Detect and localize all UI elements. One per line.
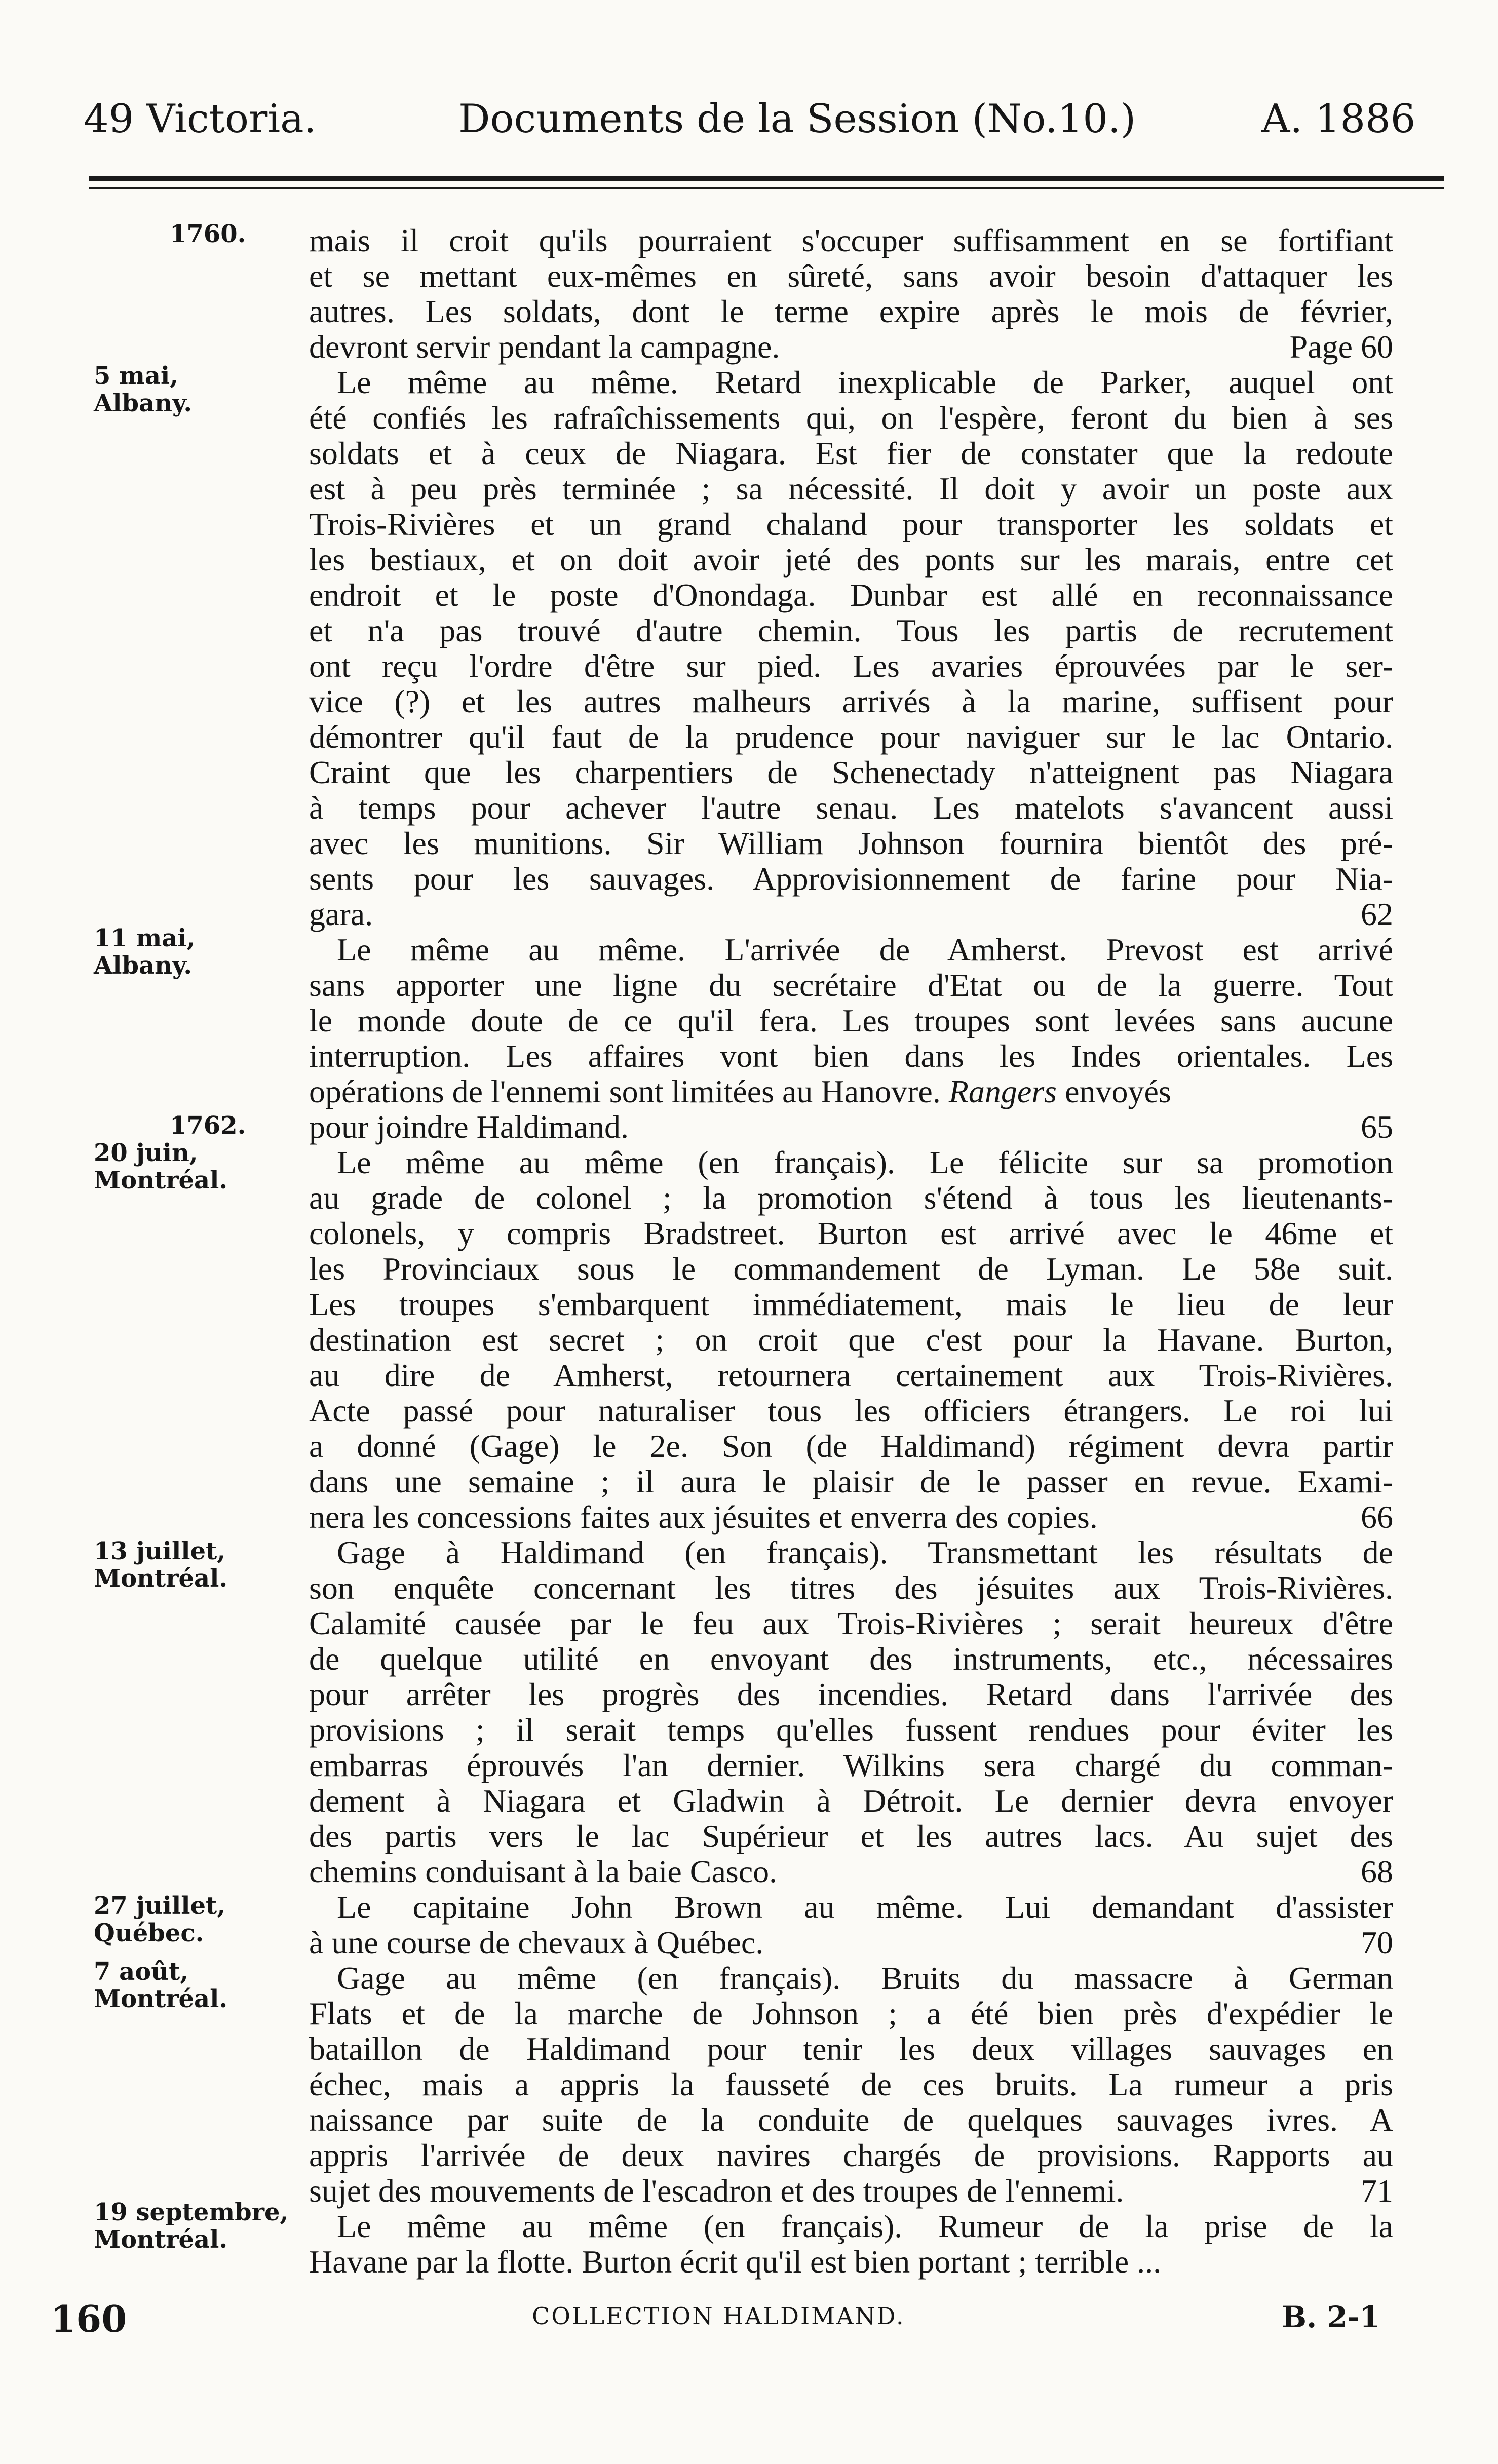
body-line: les Provinciaux sous le commandement de Lyman. Le 58e suit. <box>309 1251 1393 1287</box>
margin-note-27-juillet <box>94 1892 286 1947</box>
body-line: interruption. Les affaires vont bien dans les Indes orientales. Les <box>309 1038 1393 1074</box>
body-line-text: opérations de l'ennemi sont limitées au Hanovre. <box>309 1073 941 1109</box>
page-reference: 66 <box>1361 1499 1393 1535</box>
page-number: 160 <box>51 2297 127 2340</box>
margin-place: Albany. <box>94 389 193 417</box>
header-session-year: 49 Victoria. <box>84 96 317 142</box>
margin-place: Montréal. <box>94 1564 228 1593</box>
body-line-with-ref <box>309 1109 1393 1145</box>
body-line-with-ref <box>309 1499 1393 1535</box>
body-line: et se mettant eux-mêmes en sûreté, sans avoir besoin d'attaquer les <box>309 258 1393 294</box>
body-line: avec les munitions. Sir William Johnson fournira bientôt des pré- <box>309 825 1393 861</box>
body-line-tail: envoyés <box>1057 1073 1171 1109</box>
body-line: nera les concessions faites aux jésuites et enverra des copies. <box>309 1499 1098 1535</box>
body-line: provisions ; il serait temps qu'elles fussent rendues pour éviter les <box>309 1712 1393 1748</box>
body-line-with-ref <box>309 897 1393 932</box>
body-line-with-ref <box>309 2173 1393 2209</box>
body-line: destination est secret ; on croit que c'est pour la Havane. Burton, <box>309 1322 1393 1358</box>
body-line: dement à Niagara et Gladwin à Détroit. Le dernier devra envoyer <box>309 1783 1393 1819</box>
margin-note-19-septembre <box>94 2198 289 2254</box>
body-line-with-ref <box>309 1925 1393 1960</box>
body-line-with-ref <box>309 1854 1393 1890</box>
body-line: des partis vers le lac Supérieur et les autres lacs. Au sujet des <box>309 1818 1393 1854</box>
margin-date: 19 septembre, <box>94 2198 289 2226</box>
body-line: mais il croit qu'ils pourraient s'occuper suffisamment en se fortifiant <box>309 222 1393 258</box>
body-line: Havane par la flotte. Burton écrit qu'il est bien portant ; terrible ... <box>309 2244 1162 2280</box>
page-reference: Page 60 <box>1289 329 1393 365</box>
body-line: Gage à Haldimand (en français). Transmettant les résultats de <box>337 1534 1393 1570</box>
body-line: est à peu près terminée ; sa nécessité. Il doit y avoir un poste aux <box>309 471 1393 507</box>
footer-ref: B. 2-1 <box>1282 2300 1380 2334</box>
margin-date: 1760. <box>170 220 246 248</box>
margin-date: 7 août, <box>94 1957 189 1986</box>
body-line: les bestiaux, et on doit avoir jeté des ponts sur les marais, entre cet <box>309 542 1393 578</box>
margin-date: 27 juillet, <box>94 1892 225 1920</box>
body-line: vice (?) et les autres malheurs arrivés à la marine, suffisent pour <box>309 683 1393 719</box>
body-line: bataillon de Haldimand pour tenir les deux villages sauvages en <box>309 2031 1393 2067</box>
body-line: été confiés les rafraîchissements qui, on l'espère, feront du bien à ses <box>309 400 1393 436</box>
body-line: appris l'arrivée de deux navires chargés de provisions. Rapports au <box>309 2137 1393 2173</box>
margin-note-7-aout <box>94 1958 286 2013</box>
page-reference: 70 <box>1361 1924 1393 1960</box>
page-reference: 68 <box>1361 1854 1393 1890</box>
body-line: de quelque utilité en envoyant des instruments, etc., nécessaires <box>309 1641 1393 1677</box>
body-line: sujet des mouvements de l'escadron et des troupes de l'ennemi. <box>309 2173 1124 2209</box>
italic-rangers: Rangers <box>948 1073 1057 1109</box>
body-line: et n'a pas trouvé d'autre chemin. Tous les partis de recrutement <box>309 612 1393 648</box>
margin-note-13-juillet <box>94 1537 286 1592</box>
body-line: soldats et à ceux de Niagara. Est fier de constater que la redoute <box>309 435 1393 471</box>
margin-place: Montréal. <box>94 1166 228 1195</box>
body-line: à une course de chevaux à Québec. <box>309 1924 764 1960</box>
body-line <box>309 1074 1171 1109</box>
body-line: Flats et de la marche de Johnson ; a été bien près d'expédier le <box>309 1995 1393 2031</box>
body-line: Le même au même. L'arrivée de Amherst. Prevost est arrivé <box>337 932 1393 968</box>
body-line: naissance par suite de la conduite de quelques sauvages ivres. A <box>309 2102 1393 2138</box>
header-rule-thin <box>89 187 1444 189</box>
body-line: a donné (Gage) le 2e. Son (de Haldimand) régiment devra partir <box>309 1428 1393 1464</box>
margin-place: Montréal. <box>94 2225 228 2254</box>
page-reference: 62 <box>1361 896 1393 932</box>
margin-place: Albany. <box>94 951 193 980</box>
body-line: échec, mais a appris la fausseté de ces bruits. La rumeur a pris <box>309 2066 1393 2102</box>
body-line: Le même au même (en français). Rumeur de la prise de la <box>337 2208 1393 2244</box>
margin-year: 1762. <box>170 1111 246 1140</box>
page-reference: 71 <box>1361 2173 1393 2209</box>
margin-note-1760 <box>94 220 286 248</box>
margin-date: 5 mai, <box>94 362 178 390</box>
body-line: Calamité causée par le feu aux Trois-Rivières ; serait heureux d'être <box>309 1605 1393 1641</box>
margin-date: 13 juillet, <box>94 1537 225 1565</box>
margin-place: Montréal. <box>94 1985 228 2013</box>
page-reference: 65 <box>1361 1109 1393 1145</box>
body-line: pour arrêter les progrès des incendies. Retard dans l'arrivée des <box>309 1676 1393 1712</box>
body-line: au grade de colonel ; la promotion s'étend à tous les lieutenants- <box>309 1180 1393 1216</box>
body-line: pour joindre Haldimand. <box>309 1109 629 1145</box>
body-line-with-italic <box>309 1074 1393 1109</box>
body-line: sents pour les sauvages. Approvisionnement de farine pour Nia- <box>309 861 1393 897</box>
footer-collection: COLLECTION HALDIMAND. <box>532 2302 905 2330</box>
margin-place: Québec. <box>94 1919 204 1947</box>
body-line: au dire de Amherst, retournera certainement aux Trois-Rivières. <box>309 1357 1393 1393</box>
body-line: Gage au même (en français). Bruits du massacre à German <box>337 1960 1393 1996</box>
margin-note-5-mai <box>94 362 286 417</box>
body-line: Trois-Rivières et un grand chaland pour transporter les soldats et <box>309 506 1393 542</box>
body-line: Les troupes s'embarquent immédiatement, mais le lieu de leur <box>309 1286 1393 1322</box>
body-line: ont reçu l'ordre d'être sur pied. Les avaries éprouvées par le ser- <box>309 648 1393 684</box>
margin-note-20-juin <box>94 1112 286 1194</box>
header-title: Documents de la Session (No.10.) <box>458 96 1136 142</box>
header-rule-thick <box>89 176 1444 181</box>
body-line: Le même au même. Retard inexplicable de Parker, auquel ont <box>337 364 1393 400</box>
body-line: colonels, y compris Bradstreet. Burton est arrivé avec le 46me et <box>309 1215 1393 1251</box>
body-line: endroit et le poste d'Onondaga. Dunbar est allé en reconnaissance <box>309 577 1393 613</box>
body-line: Le capitaine John Brown au même. Lui demandant d'assister <box>337 1889 1393 1925</box>
body-line: Acte passé pour naturaliser tous les officiers étrangers. Le roi lui <box>309 1393 1393 1429</box>
body-line: chemins conduisant à la baie Casco. <box>309 1854 778 1890</box>
body-line: à temps pour achever l'autre senau. Les matelots s'avancent aussi <box>309 790 1393 826</box>
body-line: gara. <box>309 896 373 932</box>
header-year: A. 1886 <box>1261 96 1416 142</box>
margin-note-11-mai <box>94 925 286 979</box>
body-line: Craint que les charpentiers de Schenectady n'atteignent pas Niagara <box>309 754 1393 790</box>
body-line: devront servir pendant la campagne. <box>309 329 780 365</box>
body-line: démontrer qu'il faut de la prudence pour naviguer sur le lac Ontario. <box>309 719 1393 755</box>
margin-date: 20 juin, <box>94 1139 198 1167</box>
body-line: embarras éprouvés l'an dernier. Wilkins sera chargé du comman- <box>309 1747 1393 1783</box>
running-header <box>0 96 1498 157</box>
margin-date: 11 mai, <box>94 924 196 952</box>
body-line: Le même au même (en français). Le félicite sur sa promotion <box>337 1144 1393 1180</box>
body-line: dans une semaine ; il aura le plaisir de le passer en revue. Exami- <box>309 1464 1393 1499</box>
body-line: sans apporter une ligne du secrétaire d'Etat ou de la guerre. Tout <box>309 967 1393 1003</box>
body-line: son enquête concernant les titres des jésuites aux Trois-Rivières. <box>309 1570 1393 1606</box>
body-line-with-ref <box>309 329 1393 365</box>
body-line: le monde doute de ce qu'il fera. Les troupes sont levées sans aucune <box>309 1003 1393 1038</box>
body-line: autres. Les soldats, dont le terme expire après le mois de février, <box>309 293 1393 329</box>
